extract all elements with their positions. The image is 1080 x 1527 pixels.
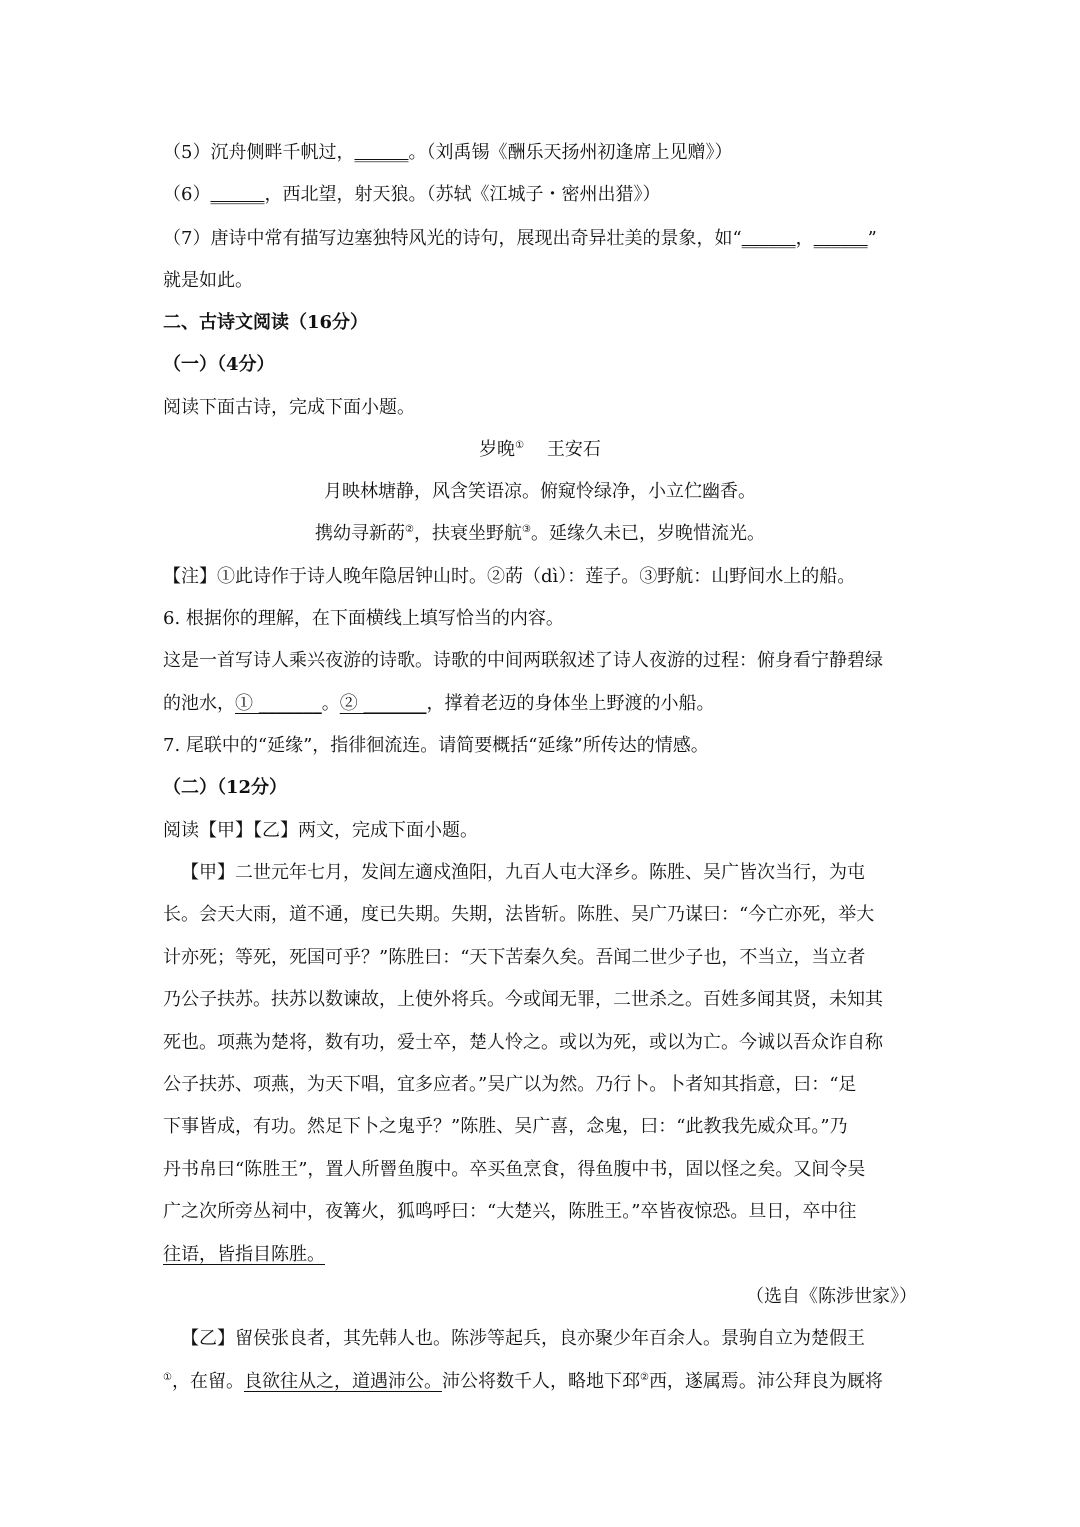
- fill-item-5: （5）沉舟侧畔千帆过，______。（刘禹锡《酬乐天扬州初逢席上见赠》）: [163, 142, 733, 163]
- question-6-text: 这是一首写诗人乘兴夜游的诗歌。诗歌的中间两联叙述了诗人夜游的过程：俯身看宁静碧绿: [163, 650, 883, 671]
- passage-jia-line: 公子扶苏、项燕，为天下唱，宜多应者。”吴广以为然。乃行卜。卜者知其指意，曰：“足: [163, 1074, 857, 1095]
- passage-jia-line: 下事皆成，有功。然足下卜之鬼乎？”陈胜、吴广喜，念鬼，曰：“此教我先威众耳。”乃: [163, 1116, 848, 1137]
- poem-author: 王安石: [546, 439, 601, 460]
- answer-blank[interactable]: ______: [354, 142, 409, 163]
- passage-yi-line: ①，在留。良欲往从之，道遇沛公。沛公将数千人，略地下邳②西，遂属焉。沛公拜良为厩将: [163, 1371, 883, 1392]
- passage-jia-line: 计亦死；等死，死国可乎？”陈胜曰：“天下苦秦久矣。吾闻二世少子也，不当立，当立者: [163, 947, 866, 968]
- passage-jia-line: 广之次所旁丛祠中，夜篝火，狐鸣呼曰：“大楚兴，陈胜王。”卒皆夜惊恐。旦日，卒中往: [163, 1201, 857, 1222]
- part-heading: （二）（12分）: [163, 777, 288, 798]
- instruction: 阅读【甲】【乙】两文，完成下面小题。: [163, 820, 478, 841]
- fill-item-7: （7）唐诗中常有描写边塞独特风光的诗句，展现出奇异壮美的景象，如“______，______”: [163, 228, 877, 249]
- passage-jia-line: 往语，皆指目陈胜。: [163, 1244, 325, 1265]
- instruction: 阅读下面古诗，完成下面小题。: [163, 397, 415, 418]
- answer-blank[interactable]: ② _______: [339, 693, 427, 714]
- question-6-label: 6. 根据你的理解，在下面横线上填写恰当的内容。: [163, 608, 564, 629]
- section-heading: 二、古诗文阅读（16分）: [163, 312, 369, 333]
- fill-item-7-cont: 就是如此。: [163, 270, 253, 291]
- passage-source: （选自《陈涉世家》）: [746, 1286, 917, 1307]
- fill-item-6: （6）______，西北望，射天狼。（苏轼《江城子・密州出猎》）: [163, 184, 661, 205]
- question-7-label: 7. 尾联中的“延缘”，指徘徊流连。请简要概括“延缘”所传达的情感。: [163, 735, 709, 756]
- poem-title: 岁晚① 王安石: [479, 439, 601, 460]
- passage-jia-line: 长。会天大雨，道不通，度已失期。失期，法皆斩。陈胜、吴广乃谋曰：“今亡亦死，举大: [163, 904, 875, 925]
- answer-blank[interactable]: ______: [210, 184, 265, 205]
- passage-jia-line: 【甲】二世元年七月，发闾左適戍渔阳，九百人屯大泽乡。陈胜、吴广皆次当行，为屯: [181, 862, 865, 883]
- poem-line: 携幼寻新菂②，扶衰坐野航③。延缘久未已，岁晚惜流光。: [315, 523, 765, 544]
- passage-jia-line: 乃公子扶苏。扶苏以数谏故，上使外将兵。今或闻无罪，二世杀之。百姓多闻其贤，未知其: [163, 989, 883, 1010]
- passage-yi-line: 【乙】留侯张良者，其先韩人也。陈涉等起兵，良亦聚少年百余人。景驹自立为楚假王: [181, 1328, 865, 1349]
- poem-line: 月映林塘静，风含笑语凉。俯窥怜绿净，小立伫幽香。: [324, 481, 756, 502]
- poem-note: 【注】①此诗作于诗人晚年隐居钟山时。②菂（dì）：莲子。③野航：山野间水上的船。: [163, 566, 856, 587]
- passage-jia-line: 死也。项燕为楚将，数有功，爱士卒，楚人怜之。或以为死，或以为亡。今诚以吾众诈自称: [163, 1032, 883, 1053]
- passage-jia-line: 丹书帛曰“陈胜王”，置人所罾鱼腹中。卒买鱼烹食，得鱼腹中书，固以怪之矣。又间令吴: [163, 1159, 866, 1180]
- part-heading: （一）（4分）: [163, 354, 275, 375]
- question-6-text: 的池水，① _______。② _______，撑着老迈的身体坐上野渡的小船。: [163, 693, 715, 714]
- answer-blank[interactable]: ______: [741, 228, 796, 249]
- answer-blank[interactable]: ______: [813, 228, 868, 249]
- answer-blank[interactable]: ① _______: [235, 693, 322, 714]
